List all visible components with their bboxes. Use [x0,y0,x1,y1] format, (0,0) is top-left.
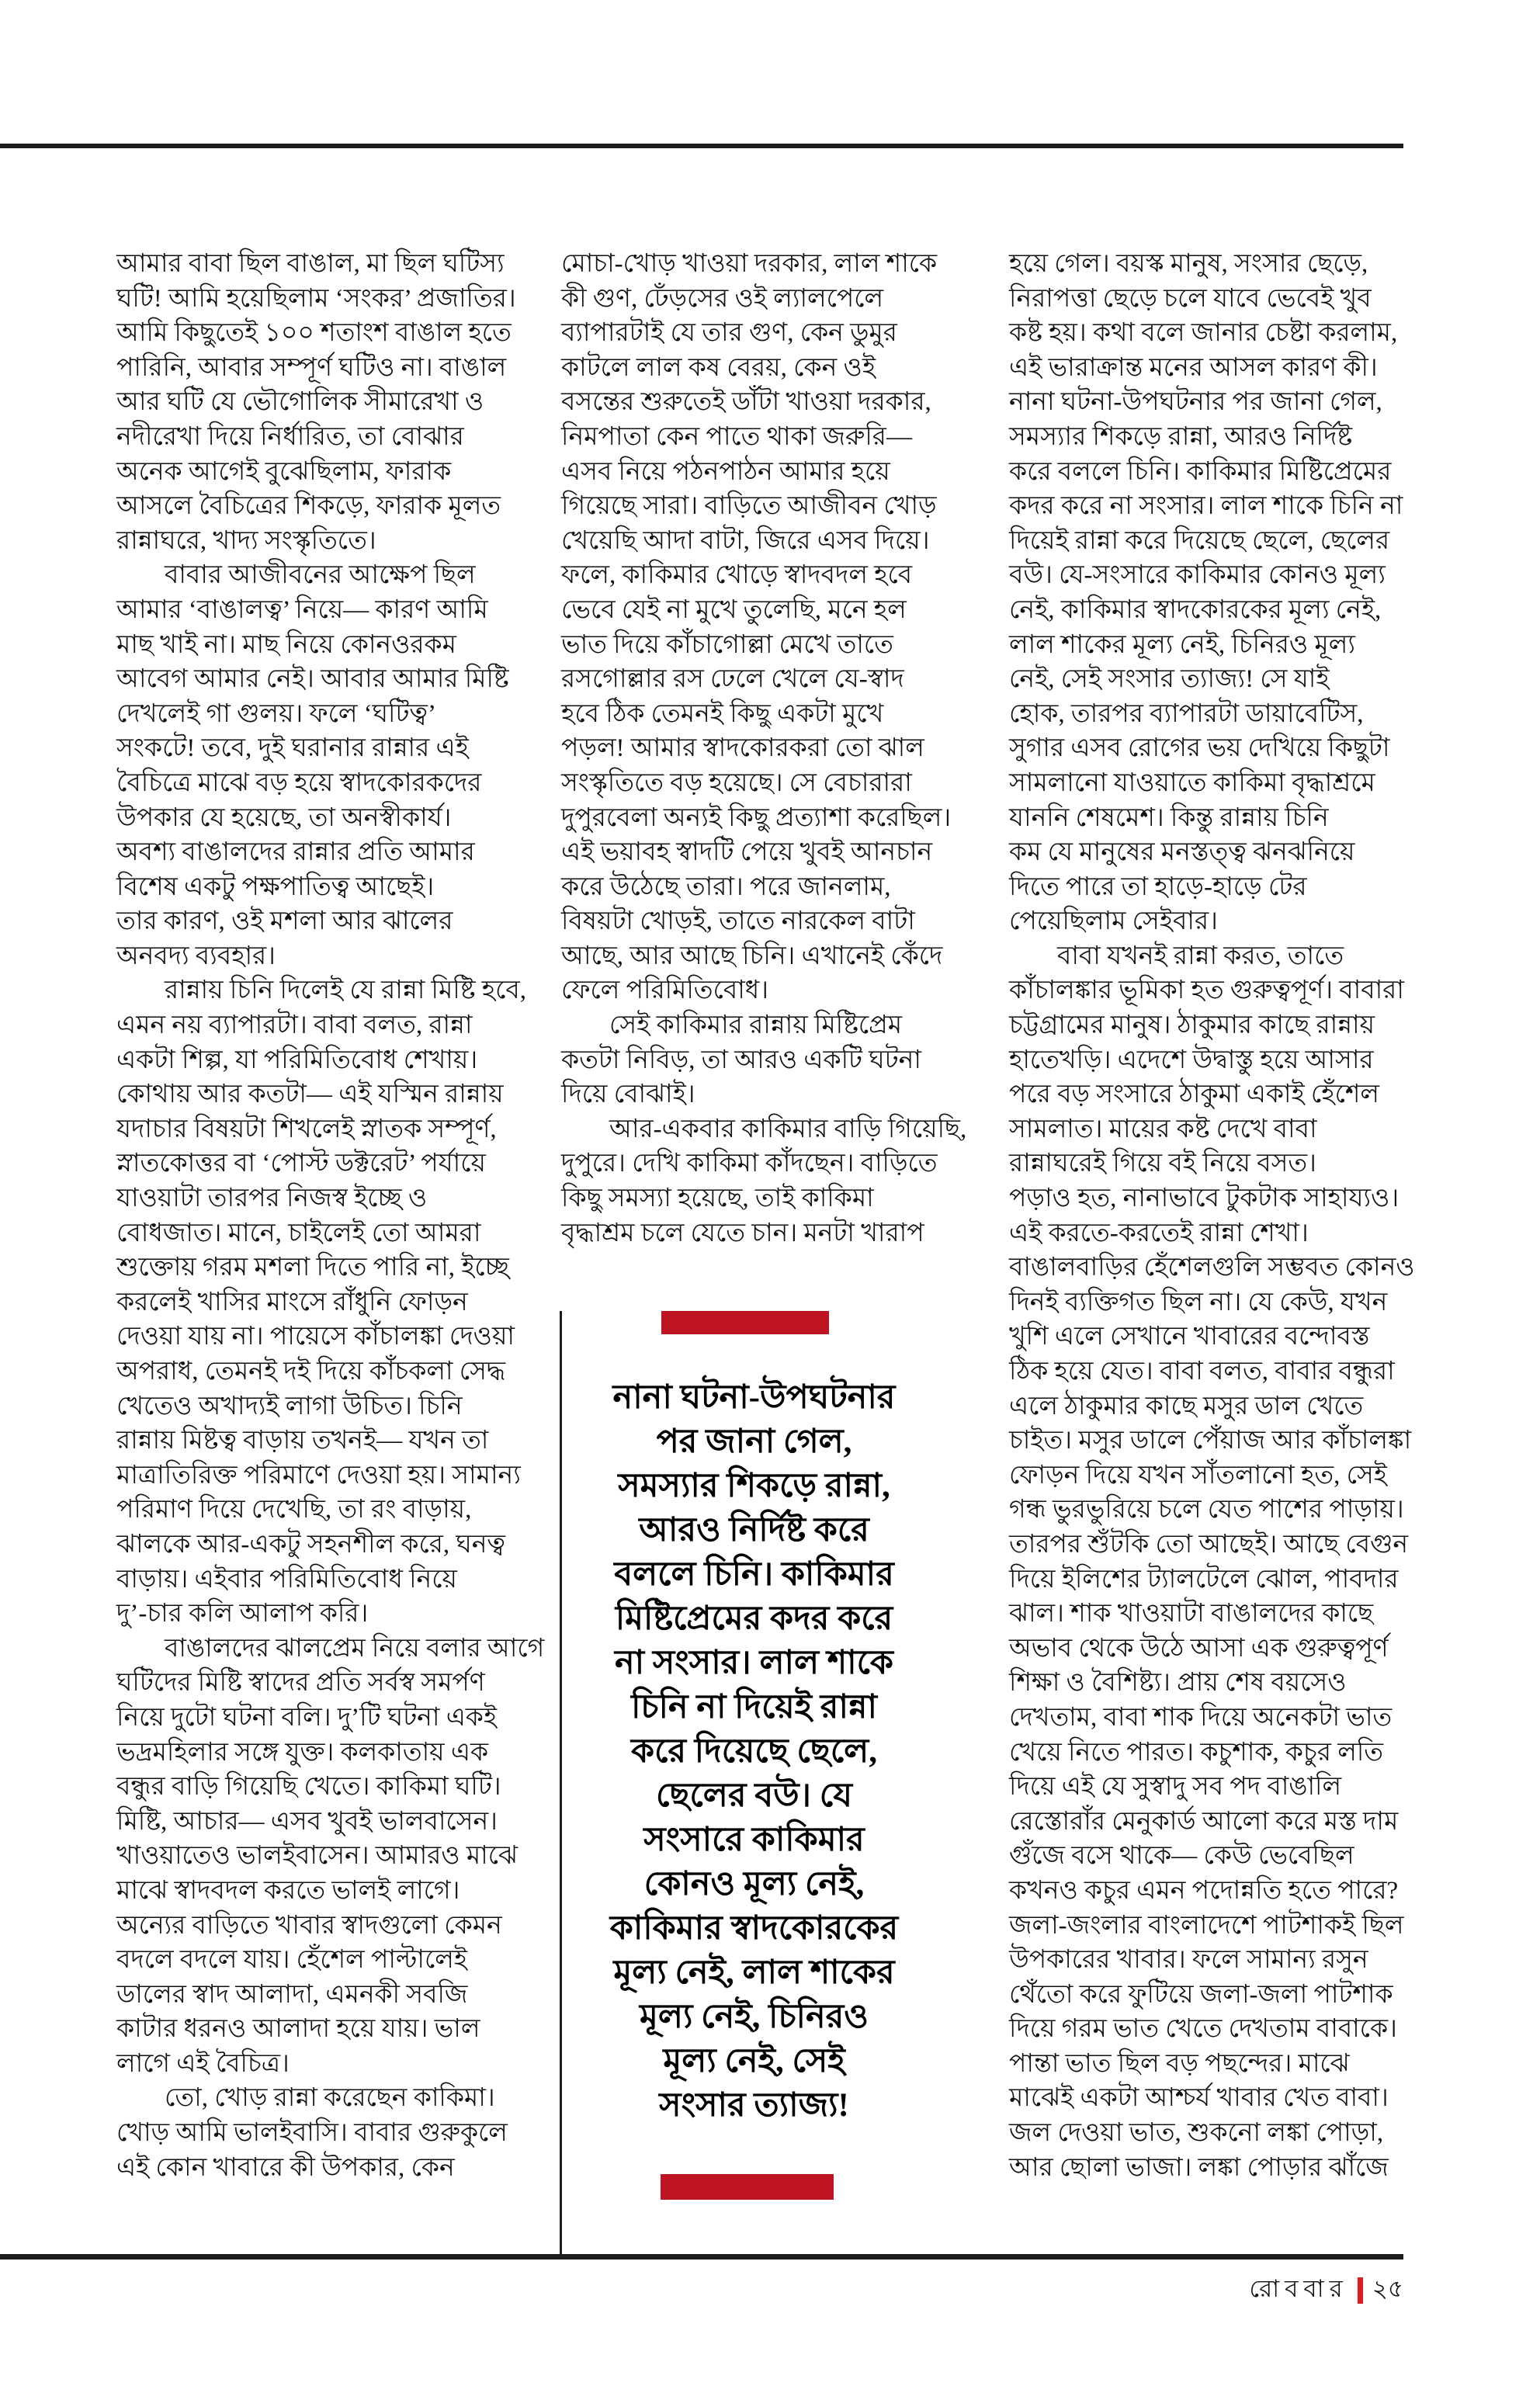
article-column-3 [1009,247,1415,2185]
text-line: ভাত দিয়ে কাঁচাগোল্লা মেখে তাতে [561,630,893,659]
text-line: খুশি এলে সেখানে খাবারের বন্দোবস্ত [1009,1323,1370,1351]
text-line: যদাচার বিষয়টা শিখলেই স্নাতক সম্পূর্ণ, [116,1115,497,1143]
text-line: দিয়ে গরম ভাত খেতে দেখতাম বাবাকে। [1009,2015,1397,2044]
text-line: আবেগ আমার নেই। আবার আমার মিষ্টি [116,665,509,694]
text-line: কখনও কচুর এমন পদোন্নতি হতে পারে? [1009,1876,1399,1905]
text-line: আরও নির্দিষ্ট করে [639,1512,869,1549]
text-line: সংসার ত্যাজ্য! [659,2087,849,2124]
text-line: এই ভারাক্রান্ত মনের আসল কারণ কী। [1009,353,1378,382]
text-line: ঠিক হয়ে যেত। বাবা বলত, বাবার বন্ধুরা [1009,1358,1395,1386]
text-line: করে উঠেছে তারা। পরে জানলাম, [561,872,891,901]
text-line: কাটার ধরনও আলাদা হয়ে যায়। ভাল [116,2015,480,2044]
text-line: বিষয়টা খোড়ই, তাতে নারকেল বাটা [561,907,915,936]
text-line: অপরাধ, তেমনই দই দিয়ে কাঁচকলা সেদ্ধ [116,1358,506,1386]
text-line: মূল্য নেই, সেই [663,2043,845,2079]
pull-quote [561,1375,947,2128]
text-line: ছেলের বউ। যে [656,1777,852,1814]
text-line: পড়ল! আমার স্বাদকোরকরা তো ঝাল [561,734,924,763]
text-line: আমার ‘বাঙালত্ব’ নিয়ে— কারণ আমি [116,595,488,624]
text-line: বাঙালবাড়ির হেঁশেলগুলি সম্ভবত কোনও [1009,1254,1415,1282]
text-line: রান্নায় চিনি দিলেই যে রান্না মিষ্টি হবে, [165,976,526,1005]
text-line: দেখতাম, বাবা শাক দিয়ে অনেকটা ভাত [1009,1703,1393,1732]
text-line: ভদ্রমহিলার সঙ্গে যুক্ত। কলকাতায় এক [116,1738,489,1767]
text-line: সামলাত। মায়ের কষ্ট দেখে বাবা [1009,1115,1317,1143]
text-line: কী গুণ, ঢেঁড়সের ওই ল্যালপেলে [561,284,884,313]
text-line: কদর করে না সংসার। লাল শাকে চিনি না [1009,492,1403,521]
text-line: আছে, আর আছে চিনি। এখানেই কেঁদে [561,942,943,970]
text-line: এমন নয় ব্যাপারটা। বাবা বলত, রান্না [116,1011,473,1040]
text-line: গুঁজে বসে থাকে— কেউ ভেবেছিল [1009,1842,1354,1871]
text-line: ভেবে যেই না মুখে তুলেছি, মনে হল [561,595,907,624]
text-line: এই কোন খাবারে কী উপকার, কেন [116,2153,455,2182]
text-line: দিয়েই রান্না করে দিয়েছে ছেলে, ছেলের [1009,526,1390,555]
text-line: নিরাপত্তা ছেড়ে চলে যাবে ভেবেই খুব [1009,284,1372,313]
text-line: পান্তা ভাত ছিল বড় পছন্দের। মাঝে [1009,2049,1350,2078]
text-line: দিয়ে ইলিশের ট্যালটেলে ঝোল, পাবদার [1009,1565,1399,1594]
text-line: সমস্যার শিকড়ে রান্না, [618,1468,890,1504]
text-line: রেস্তোরাঁর মেনুকার্ড আলো করে মস্ত দাম [1009,1807,1399,1836]
text-line: দিয়ে এই যে সুস্বাদু সব পদ বাঙালি [1009,1773,1342,1802]
text-line: আমি কিছুতেই ১০০ শতাংশ বাঙাল হতে [116,319,512,348]
text-line: পেয়েছিলাম সেইবার। [1009,907,1218,936]
text-line: ফলে, কাকিমার খোড়ে স্বাদবদল হবে [561,561,913,590]
text-line: আর-একবার কাকিমার বাড়ি গিয়েছি, [609,1115,967,1143]
text-line: কাকিমার স্বাদকোরকের [609,1910,899,1947]
text-line: শুক্তোয় গরম মশলা দিতে পারি না, ইচ্ছে [116,1254,509,1282]
text-line: এই করতে-করতেই রান্না শেখা। [1009,1219,1309,1247]
magazine-name: রোববার [1249,2275,1348,2302]
text-line: সমস্যার শিকড়ে রান্না, আরও নির্দিষ্ট [1009,422,1353,451]
top-rule [0,144,1403,148]
text-line: বিশেষ একটু পক্ষপাতিত্ব আছেই। [116,872,435,901]
text-line: থেঁতো করে ফুটিয়ে জলা-জলা পাটশাক [1009,1980,1393,2009]
text-line: এই ভয়াবহ স্বাদটি পেয়ে খুবই আনচান [561,838,933,867]
text-line: কষ্ট হয়। কথা বলে জানার চেষ্টা করলাম, [1009,319,1398,348]
text-line: কাটলে লাল কষ বেরয়, কেন ওই [561,353,876,382]
text-line: মূল্য নেই, চিনিরও [640,1999,869,2035]
text-line: আর ছোলা ভাজা। লঙ্কা পোড়ার ঝাঁজে [1009,2153,1389,2182]
text-line: কম যে মানুষের মনস্তত্ত্ব ঝনঝনিয়ে [1009,838,1355,867]
text-line: রান্নাঘরেই গিয়ে বই নিয়ে বসত। [1009,1150,1316,1178]
text-line: ফেলে পরিমিতিবোধ। [561,976,769,1005]
text-line: দুপুরবেলা অন্যই কিছু প্রত্যাশা করেছিল। [561,803,952,832]
text-line: উপকারের খাবার। ফলে সামান্য রসুন [1009,1946,1368,1975]
text-line: চট্টগ্রামের মানুষ। ঠাকুমার কাছে রান্নায় [1009,1011,1375,1040]
text-line: অভাব থেকে উঠে আসা এক গুরুত্বপূর্ণ [1009,1634,1389,1663]
text-line: মাঝে স্বাদবদল করতে ভালই লাগে। [116,1876,460,1905]
text-line: বাঙালদের ঝালপ্রেম নিয়ে বলার আগে [165,1634,545,1663]
text-line: কাঁচালঙ্কার ভূমিকা হত গুরুত্বপূর্ণ। বাবারা [1009,976,1404,1005]
text-line: যাননি শেষমেশ। কিন্তু রান্নায় চিনি [1009,803,1329,832]
text-line: চাইত। মসুর ডালে পেঁয়াজ আর কাঁচালঙ্কা [1009,1427,1412,1455]
text-line: হবে ঠিক তেমনই কিছু একটা মুখে [561,699,884,728]
text-line: সুগার এসব রোগের ভয় দেখিয়ে কিছুটা [1009,734,1390,763]
text-line: অবশ্য বাঙালদের রান্নার প্রতি আমার [116,838,475,867]
text-line: না সংসার। লাল শাকে [614,1645,894,1681]
text-line: মোচা-খোড় খাওয়া দরকার, লাল শাকে [561,250,938,278]
text-line: যাওয়াটা তারপর নিজস্ব ইচ্ছে ও [116,1184,428,1213]
text-line: দেওয়া যায় না। পায়েসে কাঁচালঙ্কা দেওয়া [116,1323,515,1351]
pullquote-top-red-bar [661,1311,829,1334]
text-line: মিষ্টি, আচার— এসব খুবই ভালবাসেন। [116,1807,498,1836]
text-line: পড়াও হত, নানাভাবে টুকটাক সাহায্যও। [1009,1184,1400,1213]
text-line: বৈচিত্রে মাঝে বড় হয়ে স্বাদকোরকদের [116,768,482,797]
text-line: নিয়ে দুটো ঘটনা বলি। দু’টি ঘটনা একই [116,1703,498,1732]
text-line: সংসারে কাকিমার [643,1822,865,1858]
text-line: শিক্ষা ও বৈশিষ্ট্য। প্রায় শেষ বয়সেও [1009,1669,1347,1698]
text-line: বন্ধুর বাড়ি গিয়েছি খেতে। কাকিমা ঘটি। [116,1773,501,1802]
text-line: নেই, কাকিমার স্বাদকোরকের মূল্য নেই, [1009,595,1382,624]
text-line: আর ঘটি যে ভৌগোলিক সীমারেখা ও [116,388,484,417]
text-line: বৃদ্ধাশ্রম চলে যেতে চান। মনটা খারাপ [561,1219,924,1247]
text-line: সেই কাকিমার রান্নায় মিষ্টিপ্রেম [609,1011,903,1040]
text-line: ঘটিদের মিষ্টি স্বাদের প্রতি সর্বস্ব সমর্পণ [116,1669,485,1698]
text-line: গিয়েছে সারা। বাড়িতে আজীবন খোড় [561,492,937,521]
text-line: স্নাতকোত্তর বা ‘পোস্ট ডক্টরেট’ পর্যায়ে [116,1150,486,1178]
text-line: মাঝেই একটা আশ্চর্য খাবার খেত বাবা। [1009,2084,1389,2113]
text-line: নেই, সেই সংসার ত্যাজ্য! সে যাই [1009,665,1330,694]
text-line: অনেক আগেই বুঝেছিলাম, ফারাক [116,457,452,486]
text-line: একটা শিল্প, যা পরিমিতিবোধ শেখায়। [116,1046,478,1074]
text-line: এলে ঠাকুমার কাছে মসুর ডাল খেতে [1009,1392,1364,1420]
text-line: গন্ধ ভুরভুরিয়ে চলে যেত পাশের পাড়ায়। [1009,1496,1404,1524]
text-line: রান্নায় মিষ্টত্ব বাড়ায় তখনই— যখন তা [116,1427,489,1455]
text-line: নিমপাতা কেন পাতে থাকা জরুরি— [561,422,912,451]
text-line: সংস্কৃতিতে বড় হয়েছে। সে বেচারারা [561,768,912,797]
text-line: ঘটি! আমি হয়েছিলাম ‘সংকর’ প্রজাতির। [116,284,516,313]
text-line: করলেই খাসির মাংসে রাঁধুনি ফোড়ন [116,1288,468,1316]
pullquote-bottom-red-bar [661,2174,834,2200]
bottom-rule [0,2254,1403,2259]
text-line: পরে বড় সংসারে ঠাকুমা একাই হেঁশেল [1009,1080,1379,1109]
text-line: মাত্রাতিরিক্ত পরিমাণে দেওয়া হয়। সামান্য [116,1461,521,1490]
text-line: মিষ্টিপ্রেমের কদর করে [615,1601,893,1637]
text-line: ব্যাপারটাই যে তার গুণ, কেন ডুমুর [561,319,897,348]
text-line: পর জানা গেল, [656,1424,852,1460]
text-line: লাল শাকের মূল্য নেই, চিনিরও মূল্য [1009,630,1355,659]
text-line: জল দেওয়া ভাত, শুকনো লঙ্কা পোড়া, [1009,2119,1384,2148]
text-line: নানা ঘটনা-উপঘটনার [612,1379,896,1416]
text-line: কোনও মূল্য নেই, [643,1866,865,1902]
text-line: পারিনি, আবার সম্পূর্ণ ঘটিও না। বাঙাল [116,353,507,382]
text-line: অনবদ্য ব্যবহার। [116,942,276,970]
text-line: দুপুরে। দেখি কাকিমা কাঁদছেন। বাড়িতে [561,1150,938,1178]
text-line: নানা ঘটনা-উপঘটনার পর জানা গেল, [1009,388,1382,417]
text-line: করে বললে চিনি। কাকিমার মিষ্টিপ্রেমের [1009,457,1392,486]
text-line: নদীরেখা দিয়ে নির্ধারিত, তা বোঝার [116,422,464,451]
text-line: কোথায় আর কতটা— এই যস্মিন রান্নায় [116,1080,504,1109]
text-line: অন্যের বাড়িতে খাবার স্বাদগুলো কেমন [116,1911,502,1940]
text-line: ঝালকে আর-একটু সহনশীল করে, ঘনত্ব [116,1530,505,1559]
text-line: দু’-চার কলি আলাপ করি। [116,1600,369,1628]
text-line: মাছ খাই না। মাছ নিয়ে কোনওরকম [116,630,456,659]
text-line: ডালের স্বাদ আলাদা, এমনকী সবজি [116,1980,468,2009]
text-line: হয়ে গেল। বয়স্ক মানুষ, সংসার ছেড়ে, [1009,250,1368,278]
text-line: ঝাল। শাক খাওয়াটা বাঙালদের কাছে [1009,1600,1374,1628]
text-line: কতটা নিবিড়, তা আরও একটি ঘটনা [561,1046,921,1074]
text-line: রান্নাঘরে, খাদ্য সংস্কৃতিতে। [116,526,376,555]
text-line: হাতেখড়ি। এদেশে উদ্বাস্তু হয়ে আসার [1009,1046,1374,1074]
text-line: বললে চিনি। কাকিমার [614,1556,894,1593]
text-line: খাওয়াতেও ভালইবাসেন। আমারও মাঝে [116,1842,518,1871]
text-line: আসলে বৈচিত্রের শিকড়ে, ফারাক মূলত [116,492,501,521]
text-line: জলা-জংলার বাংলাদেশে পাটশাকই ছিল [1009,1911,1404,1940]
text-line: ফোড়ন দিয়ে যখন সাঁতলানো হত, সেই [1009,1461,1387,1490]
text-line: দিনই ব্যক্তিগত ছিল না। যে কেউ, যখন [1009,1288,1388,1316]
text-line: তো, খোড় রান্না করেছেন কাকিমা। [165,2084,495,2113]
text-line: খোড় আমি ভালইবাসি। বাবার গুরুকুলে [116,2119,508,2148]
page-number: ২৫ [1372,2275,1403,2302]
text-line: বাবার আজীবনের আক্ষেপ ছিল [165,561,476,590]
text-line: বোধজাত। মানে, চাইলেই তো আমরা [116,1219,481,1247]
page-footer [0,2270,1403,2311]
text-line: বসন্তের শুরুতেই ডাঁটা খাওয়া দরকার, [561,388,931,417]
text-line: মূল্য নেই, লাল শাকের [613,1954,895,1991]
text-line: বউ। যে-সংসারে কাকিমার কোনও মূল্য [1009,561,1386,590]
footer-red-divider [1358,2277,1363,2304]
text-line: সামলানো যাওয়াতে কাকিমা বৃদ্ধাশ্রমে [1009,768,1375,797]
text-line: দিতে পারে তা হাড়ে-হাড়ে টের [1009,872,1307,901]
text-line: উপকার যে হয়েছে, তা অনস্বীকার্য। [116,803,452,832]
text-line: খেয়ে নিতে পারত। কচুশাক, কচুর লতি [1009,1738,1384,1767]
article-column-2 [561,247,967,1250]
text-line: বদলে বদলে যায়। হেঁশেল পাল্টালেই [116,1946,467,1975]
text-line: কিছু সমস্যা হয়েছে, তাই কাকিমা [561,1184,874,1213]
text-line: তার কারণ, ওই মশলা আর ঝালের [116,907,453,936]
text-line: তারপর শুঁটকি তো আছেই। আছে বেগুন [1009,1530,1409,1559]
text-line: দিয়ে বোঝাই। [561,1080,695,1109]
article-column-1 [116,247,545,2185]
text-line: লাগে এই বৈচিত্র। [116,2049,290,2078]
text-line: এসব নিয়ে পঠনপাঠন আমার হয়ে [561,457,890,486]
text-line: করে দিয়েছে ছেলে, [631,1733,877,1770]
text-line: পরিমাণ দিয়ে দেখেছি, তা রং বাড়ায়, [116,1496,472,1524]
text-line: বাড়ায়। এইবার পরিমিতিবোধ নিয়ে [116,1565,457,1594]
text-line: সংকটে! তবে, দুই ঘরানার রান্নার এই [116,734,469,763]
text-line: খেতেও অখাদ্যই লাগা উচিত। চিনি [116,1392,463,1420]
text-line: আমার বাবা ছিল বাঙাল, মা ছিল ঘটিস্য [116,250,505,278]
text-line: বাবা যখনই রান্না করত, তাতে [1057,942,1344,970]
text-line: চিনি না দিয়েই রান্না [631,1689,877,1725]
text-line: রসগোল্লার রস ঢেলে খেলে যে-স্বাদ [561,665,904,694]
text-line: খেয়েছি আদা বাটা, জিরে এসব দিয়ে। [561,526,930,555]
pullquote-left-rule [560,1311,562,2255]
text-line: হোক, তারপর ব্যাপারটা ডায়াবেটিস, [1009,699,1364,728]
text-line: দেখলেই গা গুলয়। ফলে ‘ঘটিত্ব’ [116,699,436,728]
